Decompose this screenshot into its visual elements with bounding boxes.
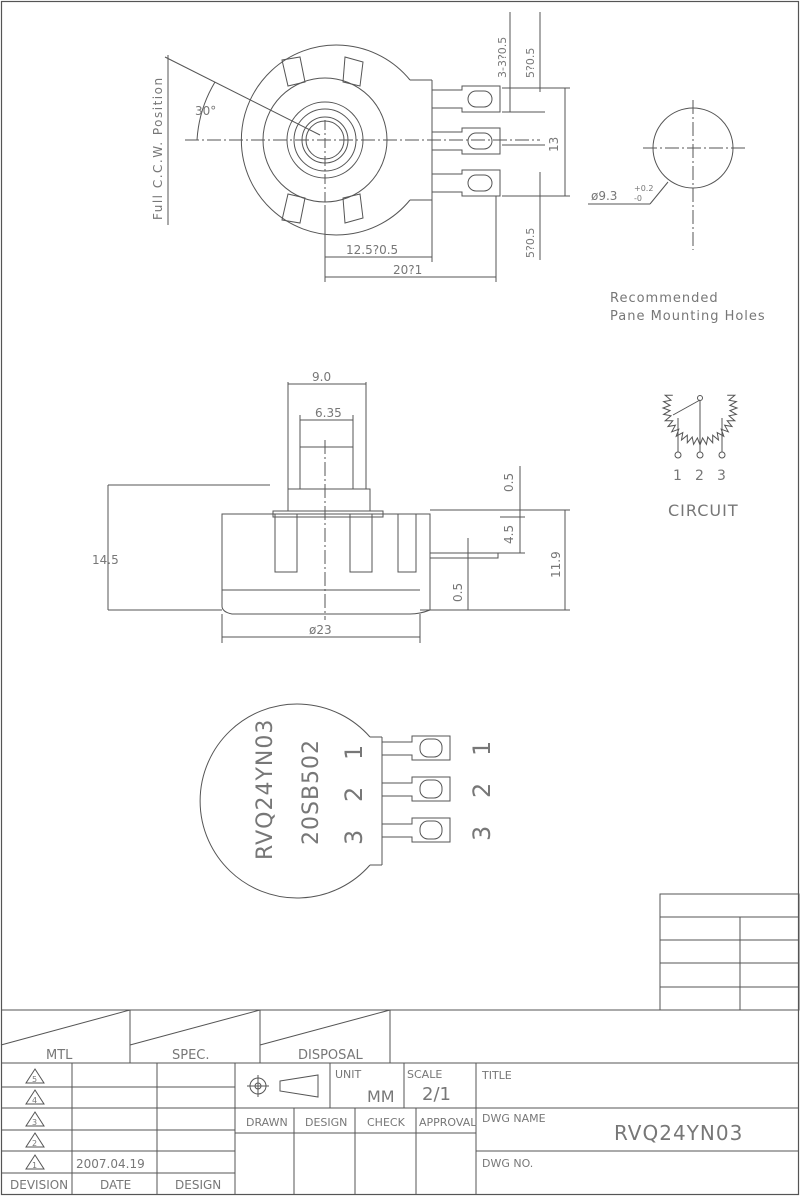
col-date: DATE bbox=[100, 1178, 132, 1192]
mounting-hole bbox=[588, 100, 745, 250]
circuit-pin-2: 2 bbox=[695, 468, 704, 484]
body bbox=[222, 514, 430, 614]
dwg-name-label: DWG NAME bbox=[482, 1112, 546, 1125]
rev-mark-1: 1 bbox=[32, 1161, 38, 1170]
pin-dot-1 bbox=[675, 452, 681, 458]
check-label: CHECK bbox=[367, 1116, 405, 1129]
pin-dot-2 bbox=[697, 452, 703, 458]
dim-total: 14.5 bbox=[92, 553, 119, 567]
unit-label: UNIT bbox=[335, 1068, 362, 1081]
hole-tol-minus: -0 bbox=[634, 194, 642, 203]
design-label: DESIGN bbox=[305, 1116, 348, 1129]
dwg-name-value: RVQ24YN03 bbox=[614, 1121, 744, 1145]
col-design: DESIGN bbox=[175, 1178, 222, 1192]
disposal-label: DISPOSAL bbox=[298, 1048, 363, 1063]
unit-value: MM bbox=[367, 1087, 395, 1106]
rev-mark-2: 2 bbox=[32, 1139, 38, 1148]
hole-dim: ø9.3 bbox=[591, 189, 618, 203]
inner-number-1: 1 bbox=[340, 744, 368, 760]
dim-pitch-bottom: 5?0.5 bbox=[524, 227, 537, 258]
marking-value: 20SB502 bbox=[299, 738, 324, 845]
wiper-pivot bbox=[698, 396, 703, 401]
dim-shaft-outer: 9.0 bbox=[312, 370, 332, 384]
ccw-label: Full C.C.W. Position bbox=[151, 76, 165, 220]
pin-dot-3 bbox=[719, 452, 725, 458]
dim-center: 12.5?0.5 bbox=[346, 243, 399, 257]
scale-label: SCALE bbox=[407, 1068, 443, 1081]
terminal-3 bbox=[432, 170, 500, 196]
drawn-label: DRAWN bbox=[246, 1116, 288, 1129]
wiper bbox=[673, 400, 700, 415]
bottom-terminal-3 bbox=[382, 818, 450, 842]
circuit-symbol bbox=[663, 395, 737, 458]
col-division: DEVISION bbox=[10, 1178, 69, 1192]
circuit-pin-1: 1 bbox=[673, 468, 682, 484]
shaft bbox=[300, 447, 353, 489]
side-view bbox=[108, 382, 570, 643]
circuit-pin-3: 3 bbox=[717, 468, 726, 484]
mtl-label: MTL bbox=[46, 1048, 73, 1063]
body-slot-left bbox=[275, 514, 297, 572]
dwg-no-label: DWG NO. bbox=[482, 1157, 534, 1170]
bottom-view bbox=[200, 704, 450, 898]
outer-number-3: 3 bbox=[468, 825, 496, 841]
approval-label: APPROVAL bbox=[419, 1116, 477, 1129]
mounting-caption-2: Pane Mounting Holes bbox=[610, 309, 766, 324]
terminal-bracket bbox=[398, 514, 416, 572]
dim-terminal-h: 4.5 bbox=[502, 524, 516, 544]
scale-value: 2/1 bbox=[422, 1084, 451, 1105]
dim-terminals: 3-3?0.5 bbox=[496, 36, 509, 78]
bottom-terminal-1 bbox=[382, 736, 450, 760]
tab-top-left bbox=[282, 57, 305, 86]
projection-cone bbox=[280, 1075, 318, 1097]
inner-number-2: 2 bbox=[340, 786, 368, 802]
dim-top-gap: 0.5 bbox=[502, 472, 516, 492]
inner-number-3: 3 bbox=[340, 829, 368, 845]
sheet-border bbox=[2, 2, 799, 1195]
bottom-terminal-2 bbox=[382, 777, 450, 801]
spec-label: SPEC. bbox=[172, 1048, 210, 1063]
mounting-caption-1: Recommended bbox=[610, 291, 719, 306]
terminal-1 bbox=[432, 86, 500, 112]
dim-overall: 20?1 bbox=[393, 263, 423, 277]
hole-tol-plus: +0.2 bbox=[634, 184, 654, 193]
dim-height: 13 bbox=[547, 136, 561, 152]
rev-date: 2007.04.19 bbox=[76, 1157, 145, 1171]
rev-mark-5: 5 bbox=[32, 1075, 38, 1084]
outer-number-1: 1 bbox=[468, 740, 496, 756]
dim-pitch-top: 5?0.5 bbox=[524, 47, 537, 78]
angle-label: 30° bbox=[195, 104, 217, 118]
dim-shaft-inner: 6.35 bbox=[315, 406, 342, 420]
outer-number-2: 2 bbox=[468, 782, 496, 798]
rev-mark-4: 4 bbox=[32, 1096, 38, 1105]
side-terminal bbox=[430, 553, 498, 558]
terminal-2 bbox=[432, 128, 500, 154]
revision-grid bbox=[660, 894, 799, 1010]
rev-mark-3: 3 bbox=[32, 1118, 38, 1127]
marking-model: RVQ24YN03 bbox=[253, 718, 278, 860]
bushing bbox=[288, 489, 370, 511]
top-view bbox=[165, 12, 570, 282]
circuit-caption: CIRCUIT bbox=[668, 501, 739, 520]
dim-terminal-t: 0.5 bbox=[451, 582, 465, 602]
dim-diameter: ø23 bbox=[309, 623, 332, 637]
dim-body-h: 11.9 bbox=[549, 551, 563, 578]
tab-bottom-left bbox=[282, 194, 305, 223]
body-slot-right bbox=[350, 514, 372, 572]
title-label: TITLE bbox=[482, 1069, 512, 1082]
